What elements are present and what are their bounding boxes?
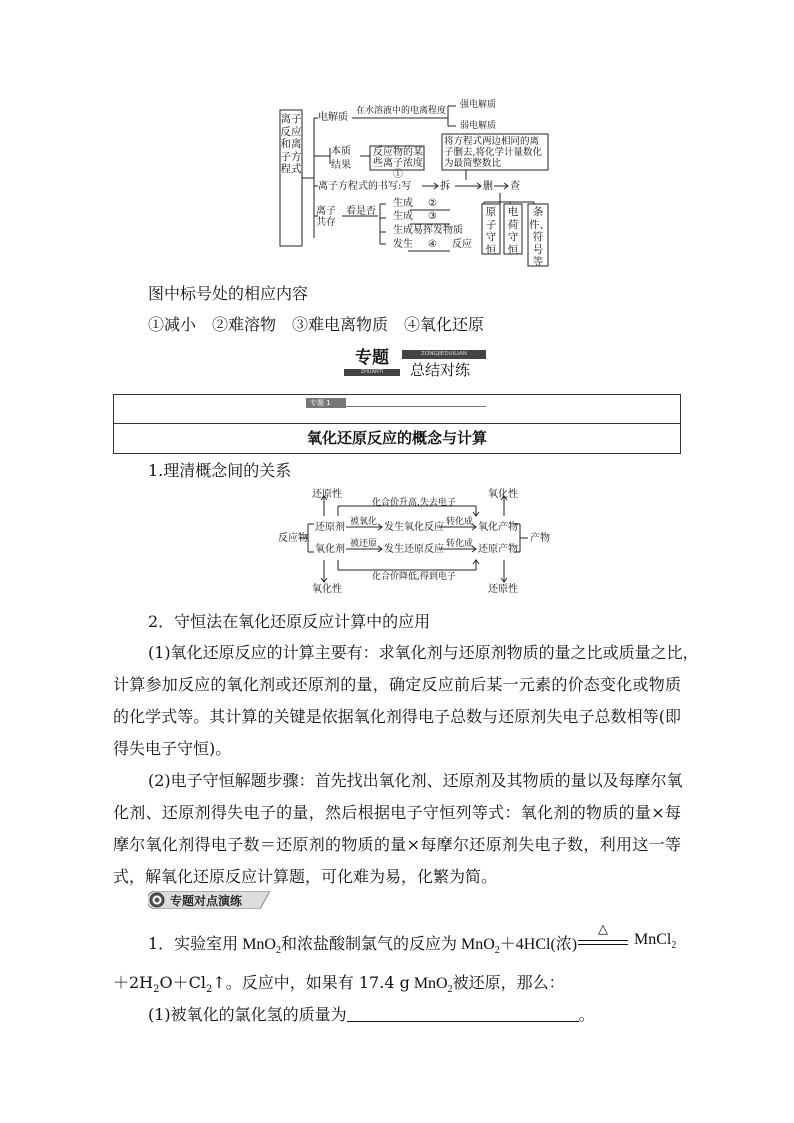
reduction-reaction-label: 发生还原反应 [384,544,444,555]
paragraph-line: 的化学式等。其计算的关键是依据氧化剂得电子总数与还原剂失电子总数相等(即 [113,707,681,726]
generate-2: 生成 [393,211,413,222]
mark-2: ② [428,198,437,209]
oxidized-label: 被氧化 [350,517,378,527]
diagram-answers: ①减小 ②难溶物 ③难电离物质 ④氧化还原 [148,315,485,334]
reducing-property-top: 还原性 [312,489,342,500]
see-whether-label: 看是否 [346,206,376,217]
box-atom-conservation: 原子守恒 [485,206,497,256]
paragraph-line: 式，解氧化还原反应计算题，可化难为易，化繁为简。 [113,867,498,886]
topic-tag: 专题 1 [306,398,346,408]
section-2-heading: 2．守恒法在氧化还原反应计算中的应用 [148,612,431,631]
banner-pinyin-top: ZONGJIEDUILIAN [402,350,486,359]
generate-1: 生成 [393,198,413,209]
oxidizer-label: 氧化剂 [315,544,345,555]
reaction-label: 反应 [452,239,472,250]
question-line-2: $+2H_2O+Cl_2↑$。反应中，如果有 17.4 g MnO$_2$被还原，那么： [113,973,565,996]
reducer-label: 还原剂 [315,522,345,533]
question-line-1: 1．实验室用 MnO$_2$和浓盐酸制氯气的反应为 MnO$_2$＋4HCl(浓) [148,934,578,957]
sub-question-1: (1)被氧化的氯化氢的质量为 。 [148,1005,595,1024]
topic-box [113,394,681,454]
product-label: 产物 [530,533,550,544]
writing-step-delete: 删 [483,181,493,192]
banner-sub: 总结对练 [410,361,471,379]
writing-step-check: 查 [510,181,520,192]
equation-note: 将方程式两边相同的离子删去,将化学计量数化为最简整数比 [444,136,543,169]
banner-main: 专题 [344,347,400,371]
root-title: 离子反应和离子方程式 [280,113,302,175]
lower-valence-label: 化合价降低,得到电子 [372,572,456,582]
oxidizing-property-top: 氧化性 [488,489,518,500]
practice-badge [148,891,270,909]
oxidation-reaction-label: 发生氧化反应 [384,522,444,533]
weak-electrolyte: 弱电解质 [460,121,497,131]
raise-valence-label: 化合价升高,失去电子 [372,498,456,508]
practice-badge-label: 专题对点演练 [170,894,243,908]
writing-step-write: 离子方程式的书写:写 [318,181,412,192]
mncl2-formula: MnCl$_2$ [634,931,677,952]
reducing-property-bottom: 还原性 [488,584,518,595]
oxidation-product-label: 氧化产物 [478,522,518,533]
mark-3: ③ [428,211,437,222]
result-label: 结果 [331,160,351,171]
topic-title: 氧化还原反应的概念与计算 [306,429,487,447]
ionization-label: 在水溶液中的电离程度 [356,106,447,116]
writing-step-split: 拆 [440,181,450,192]
oxidizing-property-bottom: 氧化性 [312,584,342,595]
electrolyte-label: 电解质 [318,112,348,123]
diagram-caption: 图中标号处的相应内容 [148,284,309,303]
essence-box: 反应物的某些离子浓度 ① [373,147,423,180]
reduced-label: 被还原 [350,539,378,549]
answer-blank[interactable] [347,1006,579,1022]
heat-symbol: △ [598,922,608,937]
mark-4: ④ [428,239,437,250]
convert-label-1: 转化成 [446,517,474,527]
reduction-product-label: 还原产物 [478,544,518,555]
generate-volatile: 生成易挥发物质 [393,225,463,236]
convert-label-2: 转化成 [446,539,474,549]
banner-pinyin-bottom: ZHUANTI [344,369,400,376]
box-conditions: 条件、符号等 [529,206,550,268]
essence-label: 本质 [331,146,351,157]
paragraph-line: (1)氧化还原反应的计算主要有：求氧化剂与还原剂物质的量之比或质量之比， [148,643,699,662]
paragraph-line: 化剂、还原剂得失电子的量，然后根据电子守恒列等式：氧化剂的物质的量×每 [113,803,681,822]
paragraph-line: 计算参加反应的氧化剂或还原剂的量，确定反应前后某一元素的价态变化或物质 [113,675,681,694]
paragraph-line: 得失电子守恒)。 [113,739,232,758]
reactant-label: 反应物 [278,533,308,544]
paragraph-line: (2)电子守恒解题步骤：首先找出氧化剂、还原剂及其物质的量以及每摩尔氧 [148,771,683,790]
paragraph-line: 摩尔氧化剂得电子数＝还原剂的物质的量×每摩尔还原剂失电子数，利用这一等 [113,835,681,854]
section-1-heading: 1.理清概念间的关系 [148,461,292,480]
box-charge-conservation: 电荷守恒 [507,206,519,256]
happen-label: 发生 [393,239,413,250]
coexist-label: 离子共存 [316,206,336,228]
strong-electrolyte: 强电解质 [460,100,497,110]
